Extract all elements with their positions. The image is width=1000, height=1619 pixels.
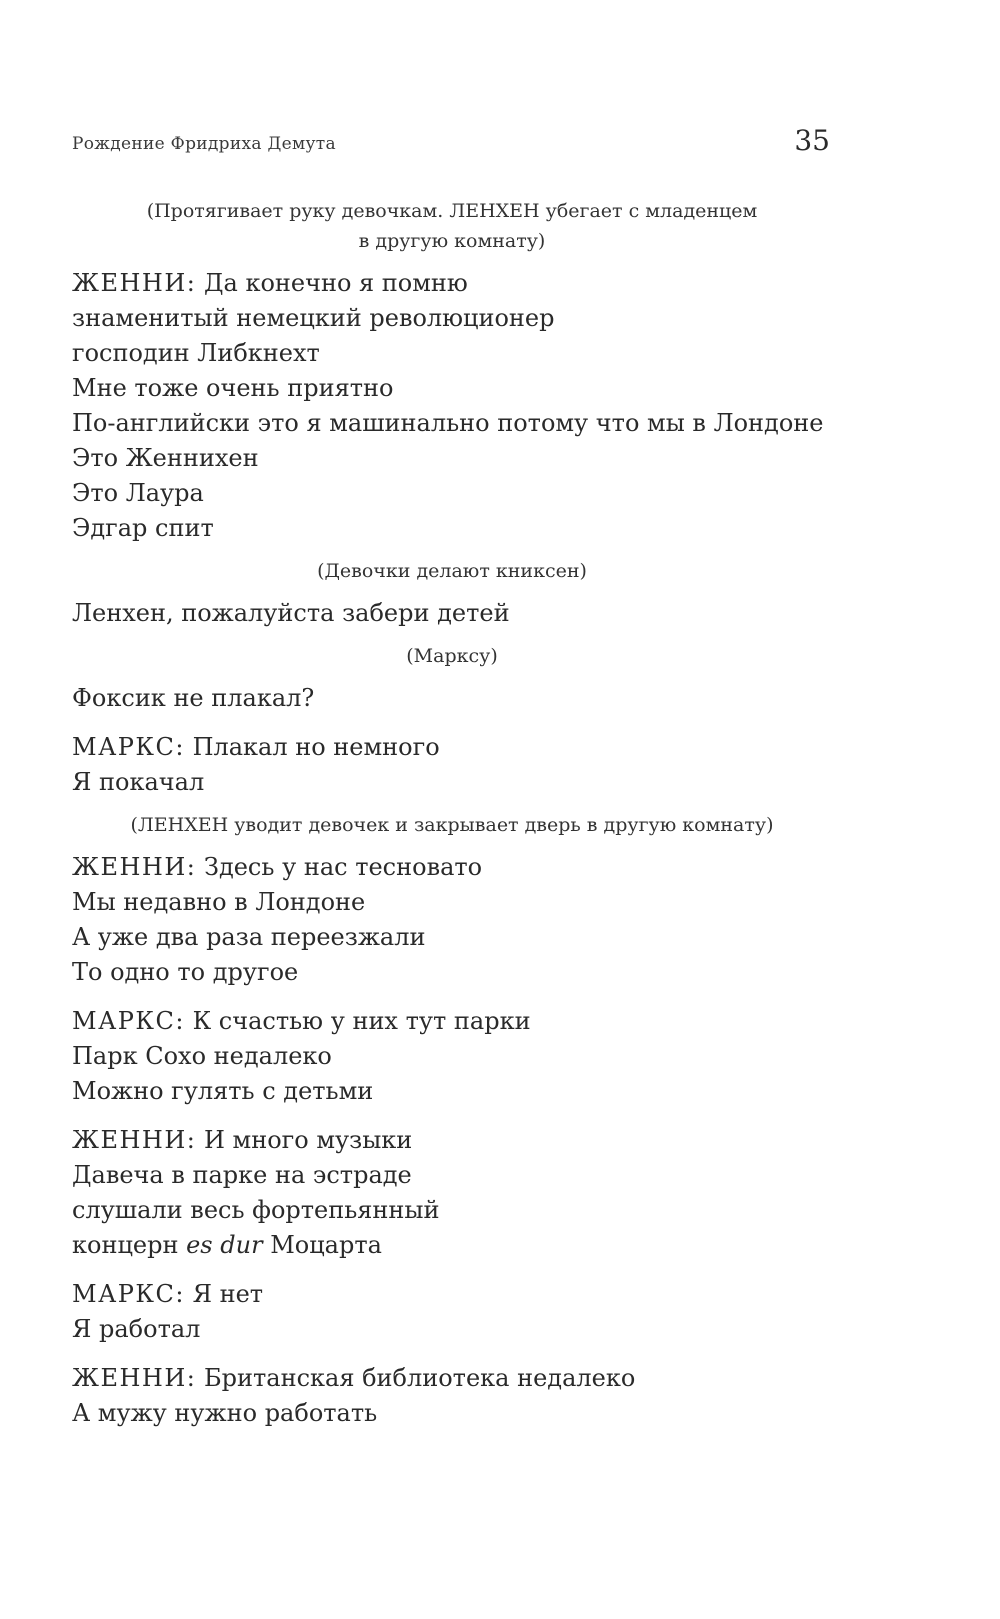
stage-direction-line: в другую комнату) [358,230,546,252]
dialogue-text: концерн [72,1231,179,1259]
stage-direction: (Девочки делают книксен) [317,560,587,582]
dialogue-line: А мужу нужно работать [72,1399,378,1427]
dialogue-line [72,1361,832,1396]
speaker-name: ЖЕННИ: [72,853,197,881]
dialogue-line: Это Женнихен [72,444,259,472]
italic-term: es dur [186,1231,263,1259]
dialogue-block [72,850,832,990]
page-number: 35 [794,124,830,157]
dialogue-text: Здесь у нас тесновато [204,853,483,881]
dialogue-line: Давеча в парке на эстраде [72,1161,412,1189]
stage-direction-line: (Протягивает руку девочкам. ЛЕНХЕН убегает с младенцем [146,200,758,222]
dialogue-text: К счастью у них тут парки [192,1007,531,1035]
running-title: Рождение Фридриха Демута [72,134,336,154]
dialogue-line [72,850,832,885]
dialogue-text: Плакал но немного [192,733,440,761]
speaker-name: МАРКС: [72,1007,185,1035]
dialogue-line: Мы недавно в Лондоне [72,888,366,916]
stage-direction: (Марксу) [406,645,498,667]
speaker-name: ЖЕННИ: [72,1364,197,1392]
dialogue-line: Парк Сохо недалеко [72,1042,332,1070]
dialogue-line [72,1228,832,1263]
speaker-name: МАРКС: [72,1280,185,1308]
dialogue-block [72,681,832,716]
dialogue-line [72,266,832,301]
dialogue-block [72,266,832,546]
dialogue-line: Я работал [72,1315,201,1343]
dialogue-text: Я нет [192,1280,264,1308]
stage-direction: (ЛЕНХЕН уводит девочек и закрывает дверь в другую комнату) [130,814,774,836]
dialogue-line: Можно гулять с детьми [72,1077,374,1105]
dialogue-line: Фоксик не плакал? [72,684,315,712]
speaker-name: ЖЕННИ: [72,1126,197,1154]
dialogue-line [72,730,832,765]
dialogue-line [72,1277,832,1312]
dialogue-block [72,730,832,800]
dialogue-text: Да конечно я помню [204,269,468,297]
dialogue-text: И много музыки [204,1126,413,1154]
dialogue-line: Я покачал [72,768,205,796]
speaker-name: ЖЕННИ: [72,269,197,297]
dialogue-line: По-английски это я машинально потому что мы в Лондоне [72,409,824,437]
dialogue-block [72,1361,832,1431]
dialogue-text: Британская библиотека недалеко [204,1364,636,1392]
dialogue-line: А уже два раза переезжали [72,923,426,951]
dialogue-block [72,1123,832,1263]
dialogue-line: Ленхен, пожалуйста забери детей [72,599,510,627]
dialogue-line: Это Лаура [72,479,204,507]
dialogue-block [72,1004,832,1109]
dialogue-line [72,1123,832,1158]
page-content [72,196,832,1431]
dialogue-line: То одно то другое [72,958,299,986]
dialogue-line: господин Либкнехт [72,339,320,367]
dialogue-text: Моцарта [270,1231,382,1259]
dialogue-block [72,596,832,631]
dialogue-line: Мне тоже очень приятно [72,374,394,402]
dialogue-line: знаменитый немецкий революционер [72,304,555,332]
stage-direction [72,196,832,256]
speaker-name: МАРКС: [72,733,185,761]
dialogue-block [72,1277,832,1347]
dialogue-line: слушали весь фортепьянный [72,1196,440,1224]
dialogue-line: Эдгар спит [72,514,214,542]
dialogue-line [72,1004,832,1039]
